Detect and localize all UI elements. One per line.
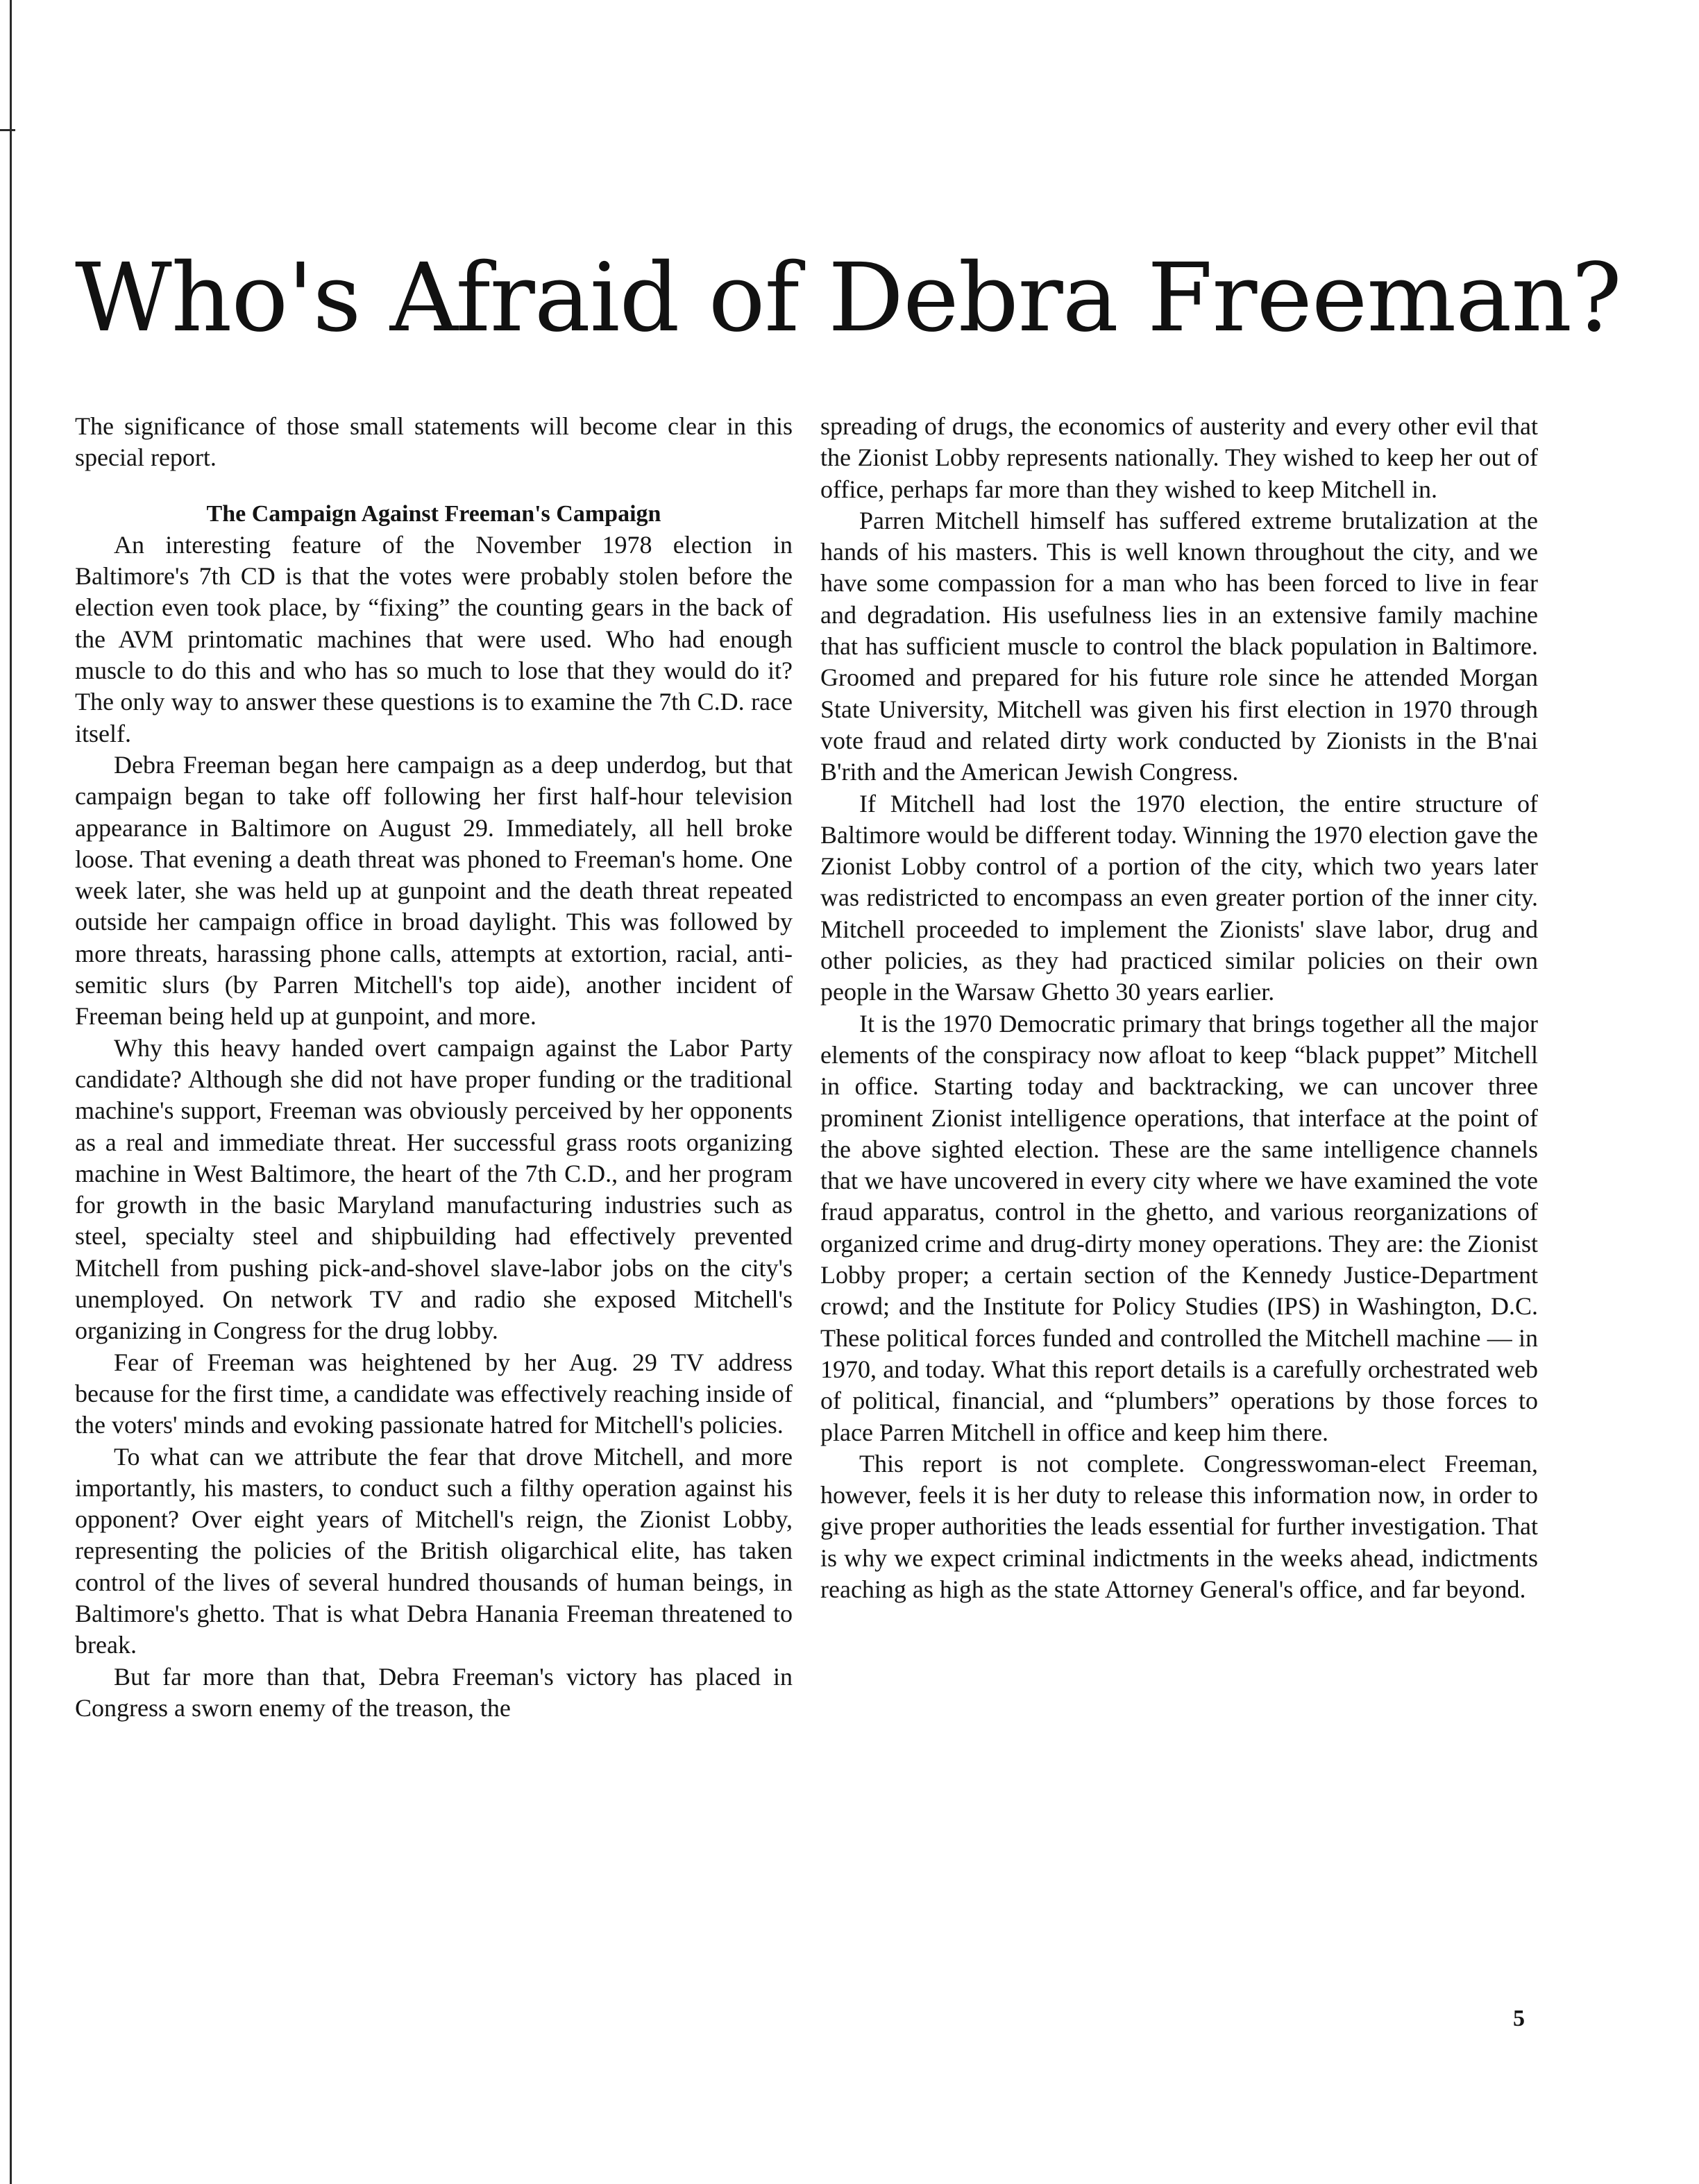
- body-paragraph: Fear of Freeman was heightened by her Aug. 29 TV address because for the first time, a candidate was effectively reaching inside of the voters' minds and evoking passionate hatred for Mitchell's policies.: [75, 1348, 793, 1439]
- body-paragraph: If Mitchell had lost the 1970 election, the entire structure of Baltimore would be different today. Winning the 1970 election gave the Zionist Lobby control of a portion of the city, which two years later was redistricted to encompass an even greater portion of the inner city. Mitchell proceeded to implement the Zionists' slave labor, drug and other policies, as they had practiced similar policies on their own people in the Warsaw Ghetto 30 years earlier.: [820, 789, 1538, 1006]
- body-paragraph: This report is not complete. Congresswoman-elect Freeman, however, feels it is her duty to release this information now, in order to give proper authorities the leads essential for further investigation. That is why we expect criminal indictments in the weeks ahead, indictments reaching as high as the state Attorney General's office, and far beyond.: [820, 1449, 1538, 1603]
- left-column: [75, 411, 793, 1724]
- article-title: Who's Afraid of Debra Freeman?: [75, 244, 1621, 353]
- body-paragraph: But far more than that, Debra Freeman's victory has placed in Congress a sworn enemy of the treason, the: [75, 1662, 793, 1722]
- section-subheading: The Campaign Against Freeman's Campaign: [206, 500, 661, 527]
- body-paragraph: It is the 1970 Democratic primary that brings together all the major elements of the conspiracy now afloat to keep “black puppet” Mitchell in office. Starting today and backtracking, we can uncover three prominent Zionist intelligence operations, that interface at the point of the above sighted election. These are the same intelligence channels that we have uncovered in every city where we have examined the vote fraud apparatus, control in the ghetto, and various reorganizations of organized crime and drug-dirty money operations. They are: the Zionist Lobby proper; a certain section of the Kennedy Justice-Department crowd; and the Institute for Policy Studies (IPS) in Washington, D.C. These political forces funded and controlled the Mitchell machine — in 1970, and today. What this report details is a carefully orchestrated web of political, financial, and “plumbers” operations by those forces to place Parren Mitchell in office and keep him there.: [820, 1009, 1538, 1446]
- body-paragraph: Debra Freeman began here campaign as a deep underdog, but that campaign began to take off following her first half-hour television appearance in Baltimore on August 29. Immediately, all hell broke loose. That evening a death threat was phoned to Freeman's home. One week later, she was held up at gunpoint and the death threat repeated outside her campaign office in broad daylight. This was followed by more threats, harassing phone calls, attempts at extortion, racial, anti-semitic slurs (by Parren Mitchell's top aide), another incident of Freeman being held up at gunpoint, and more.: [75, 750, 793, 1031]
- body-paragraph: Parren Mitchell himself has suffered extreme brutalization at the hands of his masters. This is well known throughout the city, and we have some compassion for a man who has been forced to live in fear and degradation. His usefulness lies in an extensive family machine that has sufficient muscle to control the black population in Baltimore. Groomed and prepared for his future role since he attended Morgan State University, Mitchell was given his first election in 1970 through vote fraud and related dirty work conducted by Zionists in the B'nai B'rith and the American Jewish Congress.: [820, 506, 1538, 786]
- page-number: 5: [1513, 2006, 1525, 2031]
- right-column: [820, 411, 1538, 1605]
- continued-paragraph: spreading of drugs, the economics of austerity and every other evil that the Zionist Lobby represents nationally. They wished to keep her out of office, perhaps far more than they wished to keep Mitchell in.: [820, 412, 1538, 503]
- binding-tick-mark: [0, 129, 15, 131]
- intro-paragraph: The significance of those small statements will become clear in this special report.: [75, 412, 793, 472]
- body-paragraph: An interesting feature of the November 1978 election in Baltimore's 7th CD is that the votes were probably stolen before the election even took place, by “fixing” the counting gears in the back of the AVM printomatic machines that were used. Who had enough muscle to do this and who has so much to lose that they would do it? The only way to answer these questions is to examine the 7th C.D. race itself.: [75, 530, 793, 747]
- body-paragraph: Why this heavy handed overt campaign against the Labor Party candidate? Although she did not have proper funding or the traditional machine's support, Freeman was obviously perceived by her opponents as a real and immediate threat. Her successful grass roots organizing machine in West Baltimore, the heart of the 7th C.D., and her program for growth in the basic Maryland manufacturing industries such as steel, specialty steel and shipbuilding had effectively prevented Mitchell from pushing pick-and-shovel slave-labor jobs on the city's unemployed. On network TV and radio she exposed Mitchell's organizing in Congress for the drug lobby.: [75, 1033, 793, 1345]
- binding-edge: [10, 0, 12, 2184]
- body-paragraph: To what can we attribute the fear that drove Mitchell, and more importantly, his masters, to conduct such a filthy operation against his opponent? Over eight years of Mitchell's reign, the Zionist Lobby, representing the policies of the British oligarchical elite, has taken control of the lives of several hundred thousands of human beings, in Baltimore's ghetto. That is what Debra Hanania Freeman threatened to break.: [75, 1442, 793, 1659]
